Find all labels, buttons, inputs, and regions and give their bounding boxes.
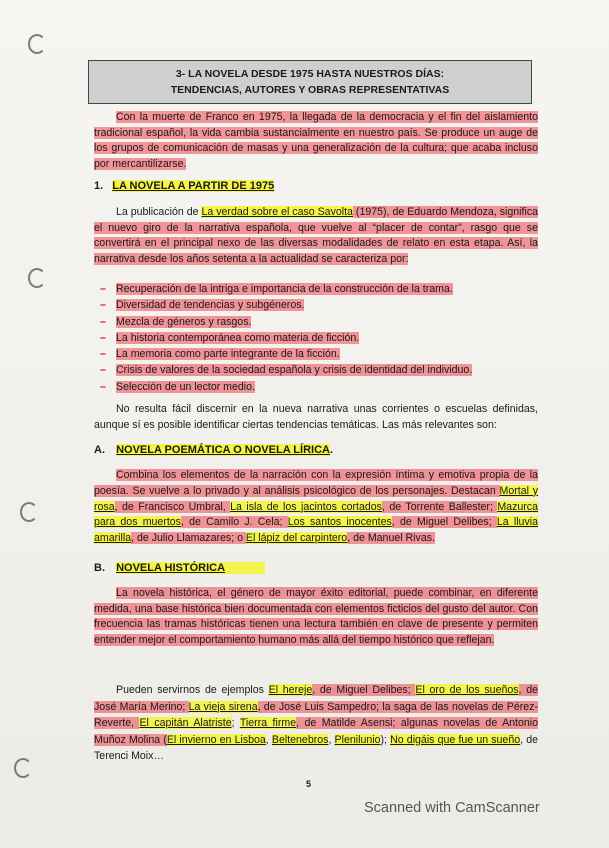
text-run: (1975), de Eduardo Mendoza, significa el nuevo giro de la narrativa española, que vuelve al “placer de contar”, rasgo que se convertirá en el principal nexo de las diversas modalidades de relato en esta etapa. Así, la narrativa desde los años setenta a la actualidad se caracteriza por:	[94, 206, 539, 265]
text-run: , de Manuel Rivas.	[347, 532, 435, 545]
text-run: , de Torrente Ballester;	[381, 500, 498, 513]
section-1-title: LA NOVELA A PARTIR DE 1975	[112, 180, 275, 192]
text-run: ;	[231, 717, 240, 729]
feature-item	[100, 379, 540, 395]
text-run: ,	[265, 733, 272, 746]
section-b-paragraph-1	[94, 586, 538, 648]
text-run: , de José María Merino;	[94, 684, 539, 713]
text-run: , de Matilde Asensi; algunas novelas de Antonio Muñoz Molina (	[94, 717, 538, 746]
book-title: La lluvia amarilla	[94, 516, 538, 545]
book-title: Beltenebros	[271, 733, 329, 746]
text-run: , de Miguel Delibes;	[312, 684, 416, 696]
book-title: El invierno en Lisboa	[166, 733, 266, 746]
feature-text: Selección de un lector medio.	[116, 380, 255, 393]
text-run: Combina los elementos de la narración con la expresión íntima y emotiva propia de la poesía. Se vuelve a lo privado y al análisis psicológico de los personajes. Destacan	[94, 469, 538, 497]
section-1-paragraph	[94, 205, 538, 267]
book-title: Los santos inocentes	[287, 516, 392, 529]
book-title: La verdad sobre el caso Savolta	[201, 206, 353, 218]
feature-item	[100, 346, 540, 362]
book-title: Mortal y rosa	[94, 484, 538, 513]
bullet-dash-icon: –	[100, 315, 106, 328]
book-title: El lápiz del carpintero	[245, 532, 348, 545]
bullet-dash-icon: –	[100, 331, 106, 344]
text-run: Pueden servirnos de ejemplos	[116, 684, 269, 696]
book-title: El oro de los sueños	[415, 684, 519, 696]
book-title: Plenilunio	[334, 733, 381, 746]
feature-text: Recuperación de la intriga e importancia de la construcción de la trama.	[116, 283, 453, 295]
bullet-dash-icon: –	[100, 299, 106, 312]
section-a-letter: A.	[94, 444, 105, 456]
book-title: El hereje	[268, 684, 313, 696]
book-title: El capitán Alatriste	[139, 717, 232, 729]
feature-item	[100, 362, 540, 378]
book-title: Mazurca para dos muertos	[94, 500, 538, 529]
section-b-title: NOVELA HISTÓRICA	[116, 562, 265, 574]
feature-text: Mezcla de géneros y rasgos.	[116, 315, 252, 328]
page-number: 5	[306, 779, 312, 789]
camscanner-watermark: Scanned with CamScanner	[364, 800, 540, 816]
bullet-dash-icon: –	[100, 364, 106, 377]
section-1-heading	[94, 180, 274, 192]
section-a-paragraph	[94, 468, 538, 547]
features-list	[100, 281, 540, 395]
feature-item	[100, 314, 540, 330]
section-1-number: 1.	[94, 180, 104, 192]
bullet-dash-icon: –	[100, 283, 106, 295]
text-run: , de Francisco Umbral,	[114, 500, 231, 513]
title-box	[88, 60, 532, 104]
text-run: , de Julio Llamazares; o	[131, 532, 246, 545]
book-title: La isla de los jacintos cortados	[230, 500, 382, 513]
bullet-dash-icon: –	[100, 348, 106, 361]
section-b-heading	[94, 562, 265, 574]
text-run: La novela histórica, el género de mayor éxito editorial, puede combinar, en diferente medida, una base histórica bien documentada con elementos ficticios del gusto del autor. Con frecuencia las tramas históricas tienen una lectura también en clave de presente y permiten entender mejor el comportamiento humano más allá del tiempo histórico que reflejan.	[94, 587, 538, 646]
text-run: La publicación de	[116, 206, 202, 218]
feature-text: Diversidad de tendencias y subgéneros.	[116, 299, 305, 312]
text-run: No resulta fácil discernir en la nueva narrativa unas corrientes o escuelas definidas, aunque sí es posible identificar ciertas tendencias temáticas. Las más relevantes son:	[94, 403, 538, 431]
text-run: .	[329, 444, 334, 456]
text-run: , de Camilo J. Cela;	[180, 516, 288, 529]
section-1-closing	[94, 402, 538, 433]
text-run: , de José Luis Sampedro; la saga de las novelas de Pérez-Reverte,	[94, 700, 539, 729]
feature-item	[100, 330, 540, 346]
feature-text: Crisis de valores de la sociedad española y crisis de identidad del individuo.	[116, 364, 473, 377]
book-title: La vieja sirena	[188, 700, 258, 713]
bullet-dash-icon: –	[100, 380, 106, 393]
intro-paragraph	[94, 110, 538, 172]
feature-item	[100, 297, 540, 313]
feature-item	[100, 281, 540, 297]
section-a-title: NOVELA POEMÁTICA O NOVELA LÍRICA	[116, 444, 330, 456]
title-line-2: TENDENCIAS, AUTORES Y OBRAS REPRESENTATIVAS	[170, 84, 450, 96]
book-title: No digáis que fue un sueño	[390, 733, 521, 746]
book-title: Tierra firme	[239, 717, 297, 729]
title-line-1: 3- LA NOVELA DESDE 1975 HASTA NUESTROS DÍAS:	[175, 68, 445, 80]
section-b-letter: B.	[94, 562, 105, 574]
text-run: , de Terenci Moix…	[94, 733, 538, 762]
intro-text: Con la muerte de Franco en 1975, la llegada de la democracia y el fin del aislamiento tradicional español, la vida cambia sustancialmente en nuestro país. Se produce un auge de los grupos de comunicación de masas y una generalización de la cultura; que acaba incluso por mercantilizarse.	[94, 111, 538, 170]
punch-hole-mark	[28, 34, 46, 54]
punch-hole-mark	[20, 502, 38, 522]
text-run: , de Miguel Delibes;	[391, 516, 497, 529]
feature-text: La historia contemporánea como materia de ficción.	[116, 331, 360, 344]
text-run: );	[380, 733, 391, 746]
section-a-heading	[94, 444, 333, 456]
punch-hole-mark	[28, 268, 46, 288]
section-b-paragraph-2	[94, 682, 538, 765]
punch-hole-mark	[14, 758, 32, 778]
text-run: ,	[328, 733, 335, 746]
feature-text: La memoria como parte integrante de la ficción.	[116, 348, 340, 361]
